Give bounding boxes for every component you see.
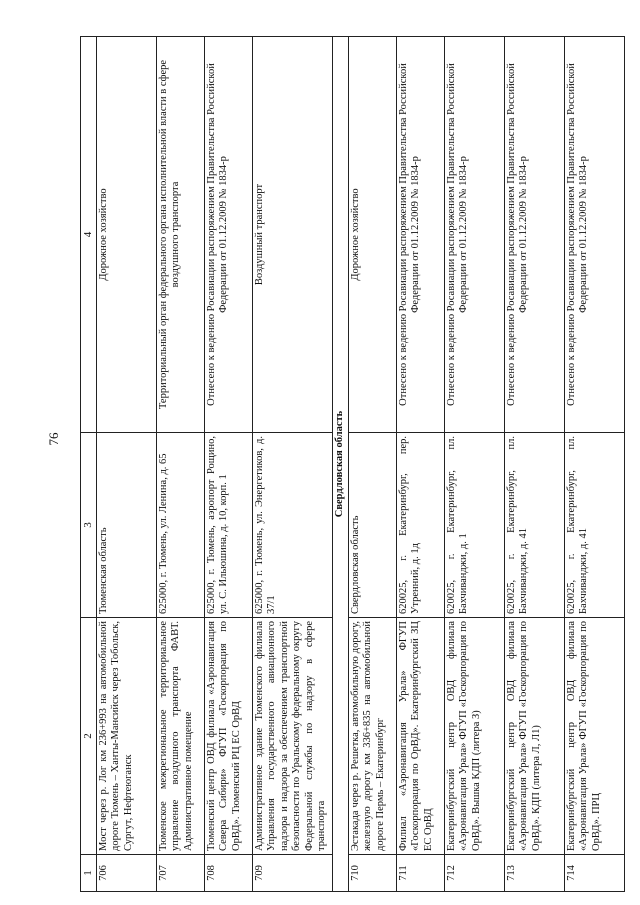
row-number: 713 [505, 855, 565, 892]
row-number: 706 [97, 855, 157, 892]
row-number: 707 [157, 855, 205, 892]
row-number: 708 [205, 855, 253, 892]
object-note: Дорожное хозяйство [97, 37, 157, 433]
table-row [505, 37, 565, 892]
object-name: Екатеринбургский центр ОВД филиала «Аэронавигация Урала» ФГУП «Госкорпорация по ОрВД». Вышка КДП (литера З) [445, 618, 505, 855]
table-row [397, 37, 445, 892]
header-row [81, 37, 97, 892]
table-row [565, 37, 625, 892]
object-note: Отнесено к ведению Росавиации распоряжением Правительства Российской Федерации от 01.12.2009 № 1834-р [397, 37, 445, 433]
header-col-2: 2 [81, 618, 97, 855]
row-number: 714 [565, 855, 625, 892]
object-address: 620025, г. Екатеринбург, пл. Бахчиванджи, д. 1 [445, 433, 505, 618]
object-name: Екатеринбургский центр ОВД филиала «Аэронавигация Урала» ФГУП «Госкорпорация по ОрВД». ПРЦ [565, 618, 625, 855]
objects-table [80, 36, 625, 892]
header-col-1: 1 [81, 855, 97, 892]
row-number: 710 [349, 855, 397, 892]
table-row [157, 37, 205, 892]
row-number: 709 [253, 855, 333, 892]
table-row [205, 37, 253, 892]
row-number: 712 [445, 855, 505, 892]
region-heading: Свердловская область [333, 37, 349, 892]
table-row [445, 37, 505, 892]
object-address: 620025, г. Екатеринбург, пл. Бахчиванджи, д. 41 [565, 433, 625, 618]
object-address: 625000, г. Тюмень, аэропорт Рощино, ул. С. Ильюшина, д. 10, корп. 1 [205, 433, 253, 618]
object-address: Свердловская область [349, 433, 397, 618]
table-row [349, 37, 397, 892]
object-address: Тюменская область [97, 433, 157, 618]
object-note: Отнесено к ведению Росавиации распоряжением Правительства Российской Федерации от 01.12.2009 № 1834-р [565, 37, 625, 433]
table-row [253, 37, 333, 892]
object-name: Эстакада через р. Решетка, автомобильную дорогу, железную дорогу км 336+835 на автомобильной дороге Пермь – Екатеринбург [349, 618, 397, 855]
object-address: 620025, г. Екатеринбург, пер. Утренний, д. 1д [397, 433, 445, 618]
object-name: Мост через р. Лог км 236+993 на автомобильной дороге Тюмень – Ханты-Мансийск через Тобольск, Сургут, Нефтеюганск [97, 618, 157, 855]
header-col-4: 4 [81, 37, 97, 433]
object-name: Филиал «Аэронавигация Урала» ФГУП «Госкорпорация по ОрВД». Екатеринбургский ЗЦ ЕС ОрВД [397, 618, 445, 855]
object-note: Воздушный транспорт [253, 37, 333, 433]
object-note: Отнесено к ведению Росавиации распоряжением Правительства Российской Федерации от 01.12.2009 № 1834-р [505, 37, 565, 433]
object-address: 620025, г. Екатеринбург, пл. Бахчиванджи, д. 41 [505, 433, 565, 618]
object-address: 625000, г. Тюмень, ул. Энергетиков, д. 37/1 [253, 433, 333, 618]
object-name: Екатеринбургский центр ОВД филиала «Аэронавигация Урала» ФГУП «Госкорпорация по ОрВД». КДП (литера Л, Л1) [505, 618, 565, 855]
row-number: 711 [397, 855, 445, 892]
region-heading-row [333, 37, 349, 892]
object-note: Дорожное хозяйство [349, 37, 397, 433]
object-note: Территориальный орган федерального органа исполнительной власти в сфере воздушного транспорта [157, 37, 205, 433]
object-address: 625000, г. Тюмень, ул. Ленина, д. 65 [157, 433, 205, 618]
object-name: Административное здание Тюменского филиала Управления государственного авиационного надзора и надзора за обеспечением транспортной безопасности по Уральскому федеральному округу Федеральной службы по надзору в сфере транспорта [253, 618, 333, 855]
rotated-table-container [80, 37, 605, 892]
object-note: Отнесено к ведению Росавиации распоряжением Правительства Российской Федерации от 01.12.2009 № 1834-р [205, 37, 253, 433]
header-col-3: 3 [81, 433, 97, 618]
table-row [97, 37, 157, 892]
object-name: Тюменское межрегиональное территориальное управление воздушного транспорта ФАВТ. Административное помещение [157, 618, 205, 855]
page-number: 76 [46, 432, 61, 446]
object-note: Отнесено к ведению Росавиации распоряжением Правительства Российской Федерации от 01.12.2009 № 1834-р [445, 37, 505, 433]
object-name: Тюменский центр ОВД филиала «Аэронавигация Севера Сибири» ФГУП «Госкорпорация по ОрВД». Тюменский РЦ ЕС ОрВД [205, 618, 253, 855]
